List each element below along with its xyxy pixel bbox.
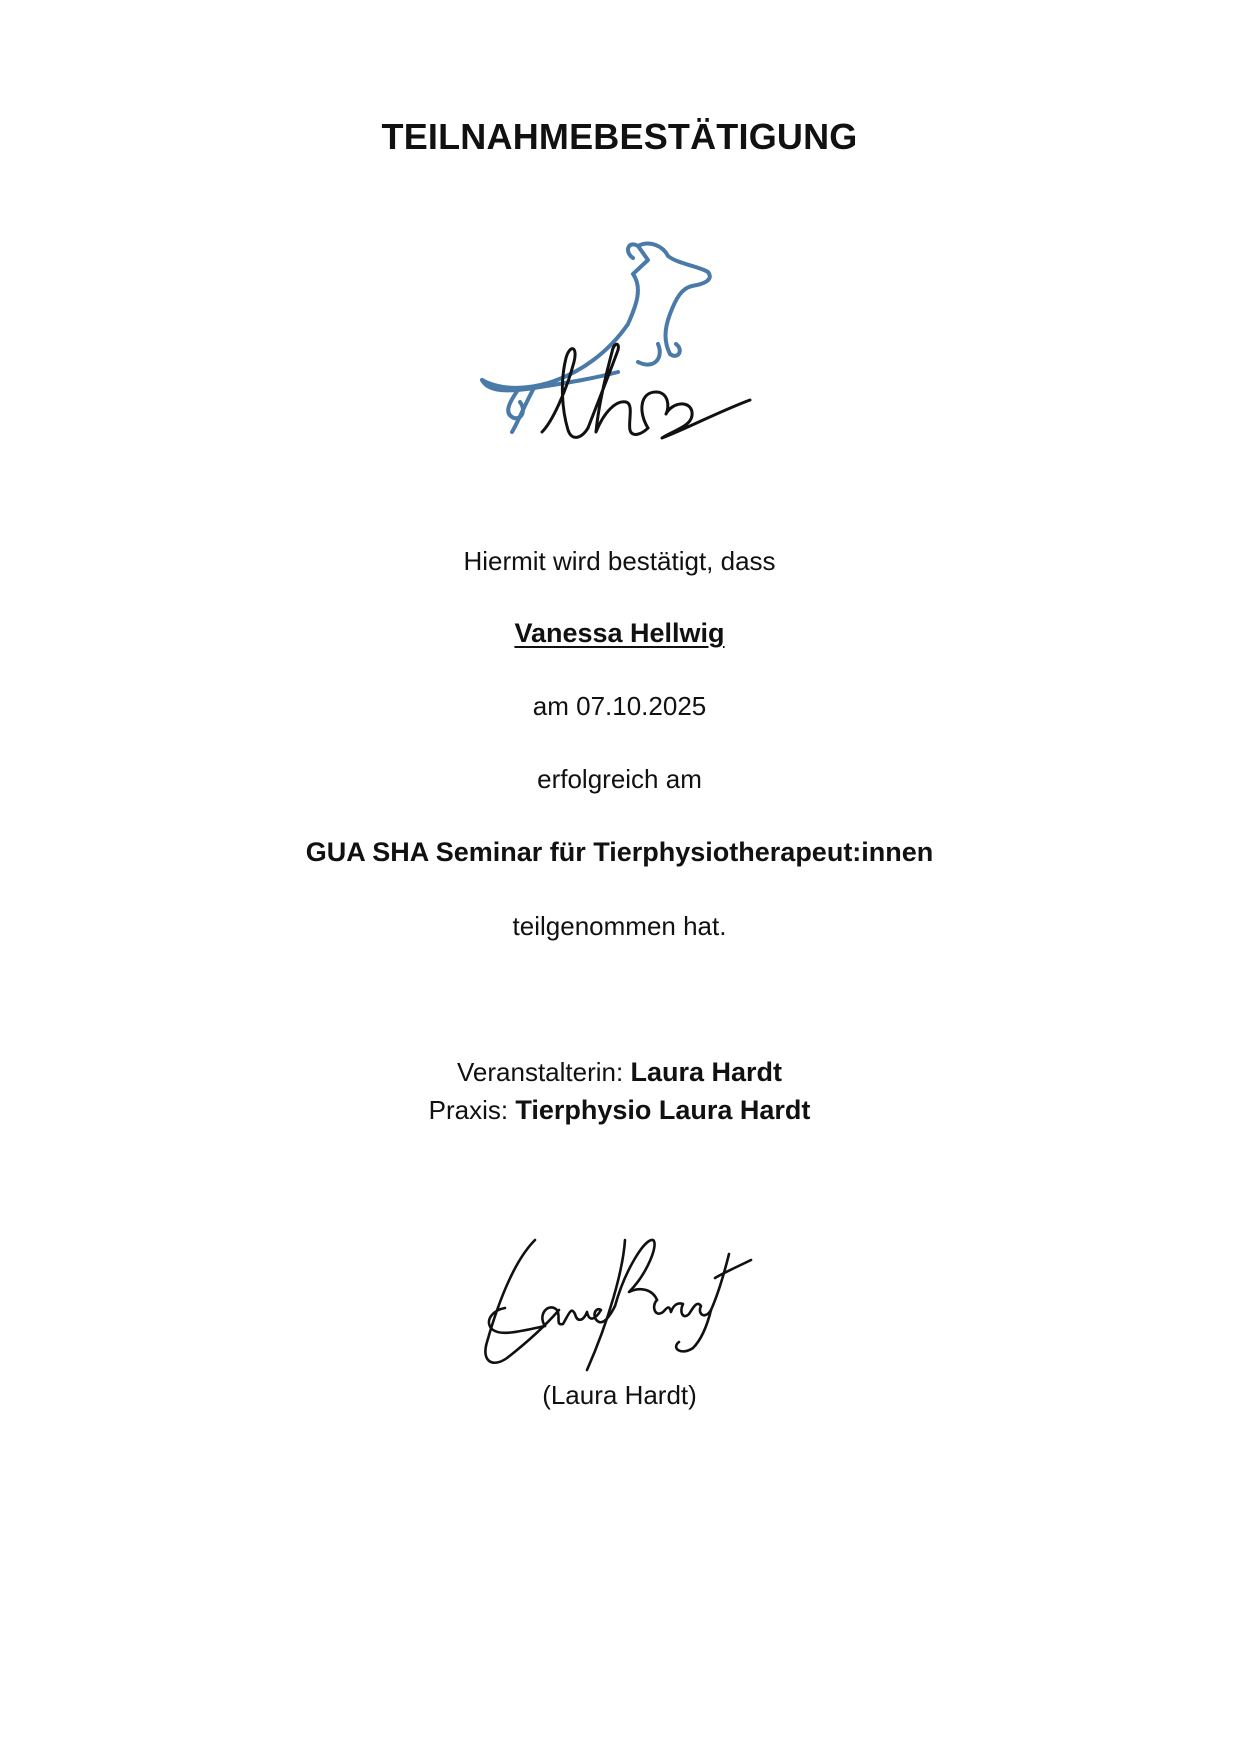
seminar-title: GUA SHA Seminar für Tierphysiotherapeut:innen xyxy=(305,837,934,867)
practice-line xyxy=(0,1095,1239,1126)
certificate-title: TEILNAHMEBESTÄTIGUNG xyxy=(381,116,858,157)
handwritten-signature-icon xyxy=(475,1230,760,1380)
organizer-label: Veranstalterin: xyxy=(457,1057,624,1087)
lh-monogram xyxy=(542,344,750,438)
dog-silhouette-logo-icon xyxy=(478,232,768,472)
participant-name: Vanessa Hellwig xyxy=(514,618,725,648)
success-text: erfolgreich am xyxy=(537,764,702,794)
practice-label: Praxis: xyxy=(428,1095,509,1125)
seminar-date: am 07.10.2025 xyxy=(532,691,707,721)
signer-caption: (Laura Hardt) xyxy=(542,1380,697,1410)
practice-name: Tierphysio Laura Hardt xyxy=(515,1095,811,1125)
intro-text: Hiermit wird bestätigt, dass xyxy=(463,546,776,576)
organizer-line xyxy=(0,1057,1239,1088)
organizer-name: Laura Hardt xyxy=(630,1057,782,1087)
closing-text: teilgenommen hat. xyxy=(512,911,727,941)
